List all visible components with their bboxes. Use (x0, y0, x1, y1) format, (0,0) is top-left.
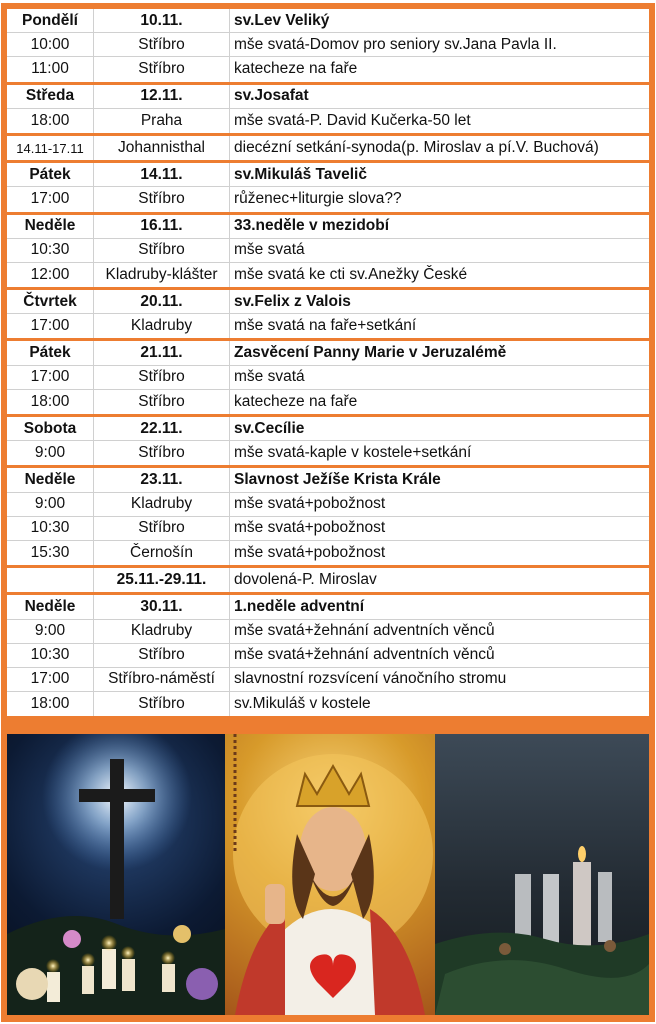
time-cell: 10:30 (7, 239, 94, 262)
event-row (7, 57, 649, 81)
event-row (7, 568, 649, 592)
place-cell: Stříbro (94, 366, 230, 389)
day-header-row (7, 290, 649, 314)
day-cell: Sobota (7, 417, 94, 440)
place-cell: Stříbro (94, 441, 230, 465)
date-cell: 30.11. (94, 595, 230, 618)
event-row (7, 239, 649, 263)
time-cell: 10:00 (7, 33, 94, 56)
day-header-row (7, 595, 649, 619)
page-frame (1, 3, 655, 1022)
time-cell: 9:00 (7, 493, 94, 516)
event-cell: mše svatá (234, 241, 305, 259)
event-row (7, 620, 649, 644)
event-row (7, 109, 649, 133)
feast-cell: 33.neděle v mezidobí (234, 217, 390, 235)
cross-candles-image (7, 734, 225, 1015)
schedule-block (7, 341, 649, 414)
day-cell: Neděle (7, 215, 94, 238)
time-cell: 9:00 (7, 620, 94, 643)
event-cell: mše svatá+žehnání adventních věnců (234, 646, 495, 664)
event-cell: mše svatá na faře+setkání (234, 317, 417, 335)
time-cell: 18:00 (7, 692, 94, 716)
event-row (7, 668, 649, 692)
feast-cell: 1.neděle adventní (234, 597, 365, 615)
time-cell: 17:00 (7, 668, 94, 691)
place-cell: Stříbro (94, 239, 230, 262)
date-cell: 14.11. (94, 163, 230, 186)
schedule-block (7, 568, 649, 592)
time-cell: 18:00 (7, 390, 94, 414)
event-cell: mše svatá (234, 368, 305, 386)
event-row (7, 366, 649, 390)
event-cell: mše svatá-Domov pro seniory sv.Jana Pavla II. (234, 35, 557, 53)
feast-cell: sv.Felix z Valois (234, 292, 351, 310)
schedule-block (7, 85, 649, 133)
feast-cell: sv.Josafat (234, 87, 309, 105)
place-cell: Stříbro (94, 517, 230, 540)
schedule-block (7, 468, 649, 565)
event-cell: sv.Mikuláš v kostele (234, 695, 371, 713)
day-header-row (7, 85, 649, 109)
event-row (7, 314, 649, 338)
event-cell: mše svatá-kaple v kostele+setkání (234, 444, 472, 462)
event-row (7, 644, 649, 668)
day-header-row (7, 341, 649, 365)
place-cell: Stříbro (94, 33, 230, 56)
date-cell: 20.11. (94, 290, 230, 313)
schedule-block (7, 9, 649, 82)
feast-cell: sv.Cecílie (234, 419, 305, 437)
event-cell: mše svatá+pobožnost (234, 519, 386, 537)
event-cell: mše svatá+pobožnost (234, 495, 386, 513)
place-cell: Stříbro (94, 644, 230, 667)
event-row (7, 441, 649, 465)
place-cell: Kladruby (94, 620, 230, 643)
schedule-block (7, 417, 649, 465)
time-cell (7, 568, 94, 592)
day-cell: Středa (7, 85, 94, 108)
place-cell: Kladruby (94, 493, 230, 516)
day-header-row (7, 417, 649, 441)
day-header-row (7, 215, 649, 239)
place-cell: Stříbro (94, 187, 230, 211)
event-cell: dovolená-P. Miroslav (234, 571, 377, 589)
time-cell: 17:00 (7, 366, 94, 389)
time-cell: 11:00 (7, 57, 94, 81)
place-cell: Stříbro-náměstí (94, 668, 230, 691)
event-cell: růženec+liturgie slova?? (234, 190, 402, 208)
time-cell: 18:00 (7, 109, 94, 133)
time-cell: 17:00 (7, 314, 94, 338)
event-row (7, 390, 649, 414)
schedule-block (7, 595, 649, 716)
time-cell: 10:30 (7, 644, 94, 667)
event-row (7, 187, 649, 211)
day-cell: Čtvrtek (7, 290, 94, 313)
date-cell: 23.11. (94, 468, 230, 491)
date-cell: 22.11. (94, 417, 230, 440)
time-cell: 9:00 (7, 441, 94, 465)
time-cell: 14.11-17.11 (7, 136, 94, 160)
time-cell: 15:30 (7, 541, 94, 565)
event-cell: mše svatá+pobožnost (234, 544, 386, 562)
day-header-row (7, 163, 649, 187)
schedule-block (7, 163, 649, 211)
event-row (7, 541, 649, 565)
feast-cell: sv.Lev Veliký (234, 11, 330, 29)
event-row (7, 33, 649, 57)
place-cell: Praha (94, 109, 230, 133)
place-cell: Johannisthal (94, 136, 230, 160)
day-cell: Pátek (7, 163, 94, 186)
date-cell: 16.11. (94, 215, 230, 238)
place-cell: Černošín (94, 541, 230, 565)
schedule-block (7, 290, 649, 338)
place-cell: 25.11.-29.11. (94, 568, 230, 592)
event-cell: katecheze na faře (234, 392, 358, 410)
feast-cell: Zasvěcení Panny Marie v Jeruzalémě (234, 344, 507, 362)
time-cell: 10:30 (7, 517, 94, 540)
schedule-block (7, 136, 649, 160)
day-header-row (7, 468, 649, 492)
event-cell: mše svatá ke cti sv.Anežky České (234, 265, 468, 283)
schedule-table (7, 9, 649, 719)
day-cell: Neděle (7, 468, 94, 491)
date-cell: 21.11. (94, 341, 230, 364)
event-cell: diecézní setkání-synoda(p. Miroslav a pí.V. Buchová) (234, 139, 599, 157)
schedule-block (7, 215, 649, 288)
advent-candles-image (435, 734, 649, 1015)
date-cell: 12.11. (94, 85, 230, 108)
day-header-row (7, 9, 649, 33)
place-cell: Stříbro (94, 57, 230, 81)
day-cell: Pátek (7, 341, 94, 364)
day-cell: Pondělí (7, 9, 94, 32)
event-cell: slavnostní rozsvícení vánočního stromu (234, 670, 507, 688)
christ-king-image (225, 734, 435, 1015)
feast-cell: sv.Mikuláš Tavelič (234, 165, 367, 183)
event-cell: katecheze na faře (234, 60, 358, 78)
event-cell: mše svatá+žehnání adventních věnců (234, 622, 495, 640)
event-cell: mše svatá-P. David Kučerka-50 let (234, 111, 471, 129)
date-cell: 10.11. (94, 9, 230, 32)
event-row (7, 517, 649, 541)
place-cell: Kladruby (94, 314, 230, 338)
event-row (7, 263, 649, 287)
time-cell: 17:00 (7, 187, 94, 211)
place-cell: Stříbro (94, 692, 230, 716)
image-strip (7, 734, 649, 1015)
time-cell: 12:00 (7, 263, 94, 287)
day-cell: Neděle (7, 595, 94, 618)
event-row (7, 136, 649, 160)
feast-cell: Slavnost Ježíše Krista Krále (234, 470, 441, 488)
event-row (7, 692, 649, 716)
place-cell: Kladruby-klášter (94, 263, 230, 287)
place-cell: Stříbro (94, 390, 230, 414)
event-row (7, 493, 649, 517)
